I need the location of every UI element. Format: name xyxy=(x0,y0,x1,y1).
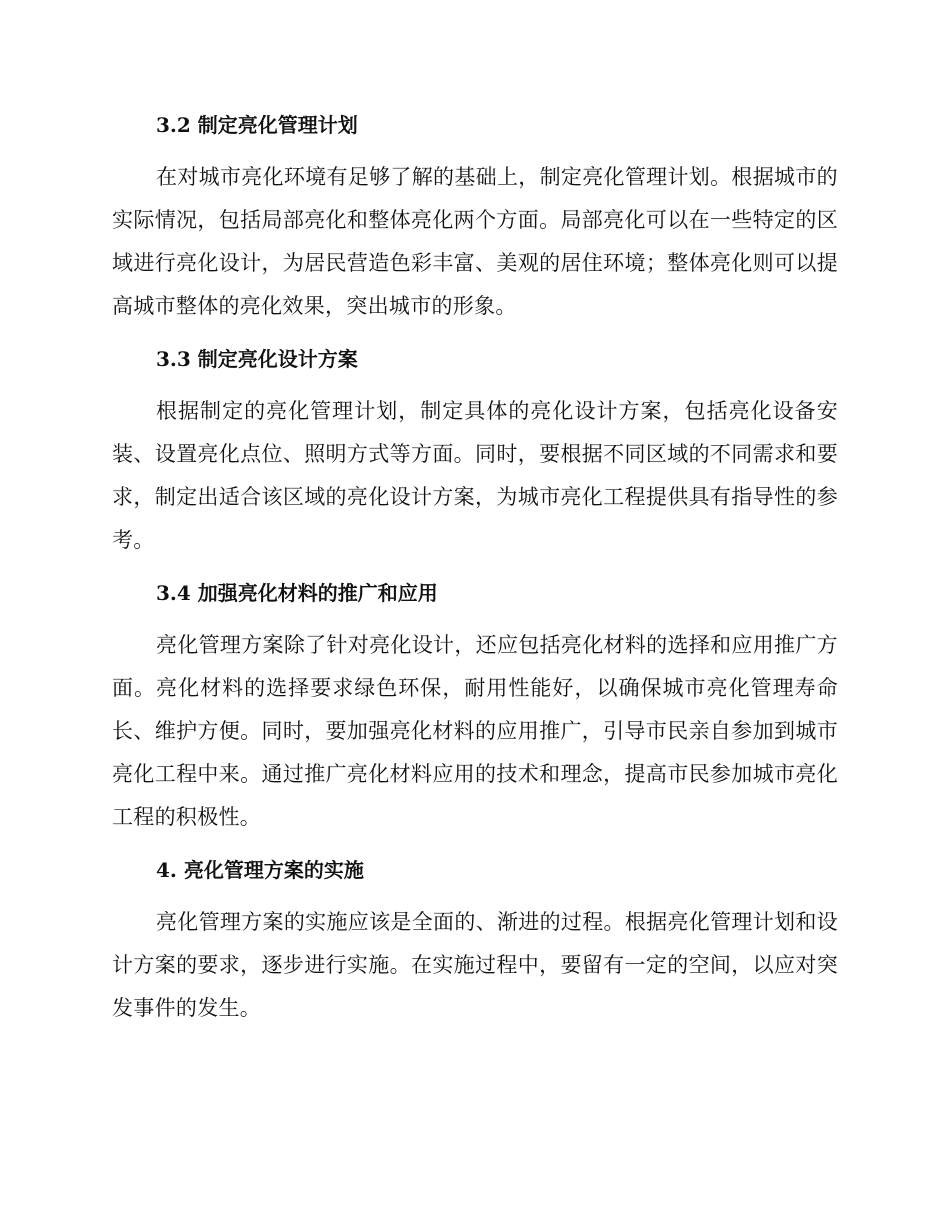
section-heading: 3.4 加强亮化材料的推广和应用 xyxy=(156,581,438,605)
section-3-3 xyxy=(112,344,838,562)
section-4 xyxy=(112,855,838,1030)
section-heading: 4. 亮化管理方案的实施 xyxy=(156,858,364,882)
section-paragraph: 在对城市亮化环境有足够了解的基础上，制定亮化管理计划。根据城市的实际情况，包括局部亮化和整体亮化两个方面。局部亮化可以在一些特定的区域进行亮化设计，为居民营造色彩丰富、美观的居住环境；整体亮化则可以提高城市整体的亮化效果，突出城市的形象。 xyxy=(112,165,838,318)
section-3-4 xyxy=(112,578,838,839)
section-paragraph: 根据制定的亮化管理计划，制定具体的亮化设计方案，包括亮化设备安装、设置亮化点位、照明方式等方面。同时，要根据不同区域的不同需求和要求，制定出适合该区域的亮化设计方案，为城市亮化工程提供具有指导性的参考。 xyxy=(112,399,838,552)
section-heading: 3.2 制定亮化管理计划 xyxy=(156,113,358,137)
section-paragraph: 亮化管理方案除了针对亮化设计，还应包括亮化材料的选择和应用推广方面。亮化材料的选择要求绿色环保，耐用性能好，以确保城市亮化管理寿命长、维护方便。同时，要加强亮化材料的应用推广，引导市民亲自参加到城市亮化工程中来。通过推广亮化材料应用的技术和理念，提高市民参加城市亮化工程的积极性。 xyxy=(112,633,838,829)
section-paragraph: 亮化管理方案的实施应该是全面的、渐进的过程。根据亮化管理计划和设计方案的要求，逐步进行实施。在实施过程中，要留有一定的空间，以应对突发事件的发生。 xyxy=(112,910,838,1020)
section-3-2 xyxy=(112,110,838,328)
section-heading: 3.3 制定亮化设计方案 xyxy=(156,347,358,371)
